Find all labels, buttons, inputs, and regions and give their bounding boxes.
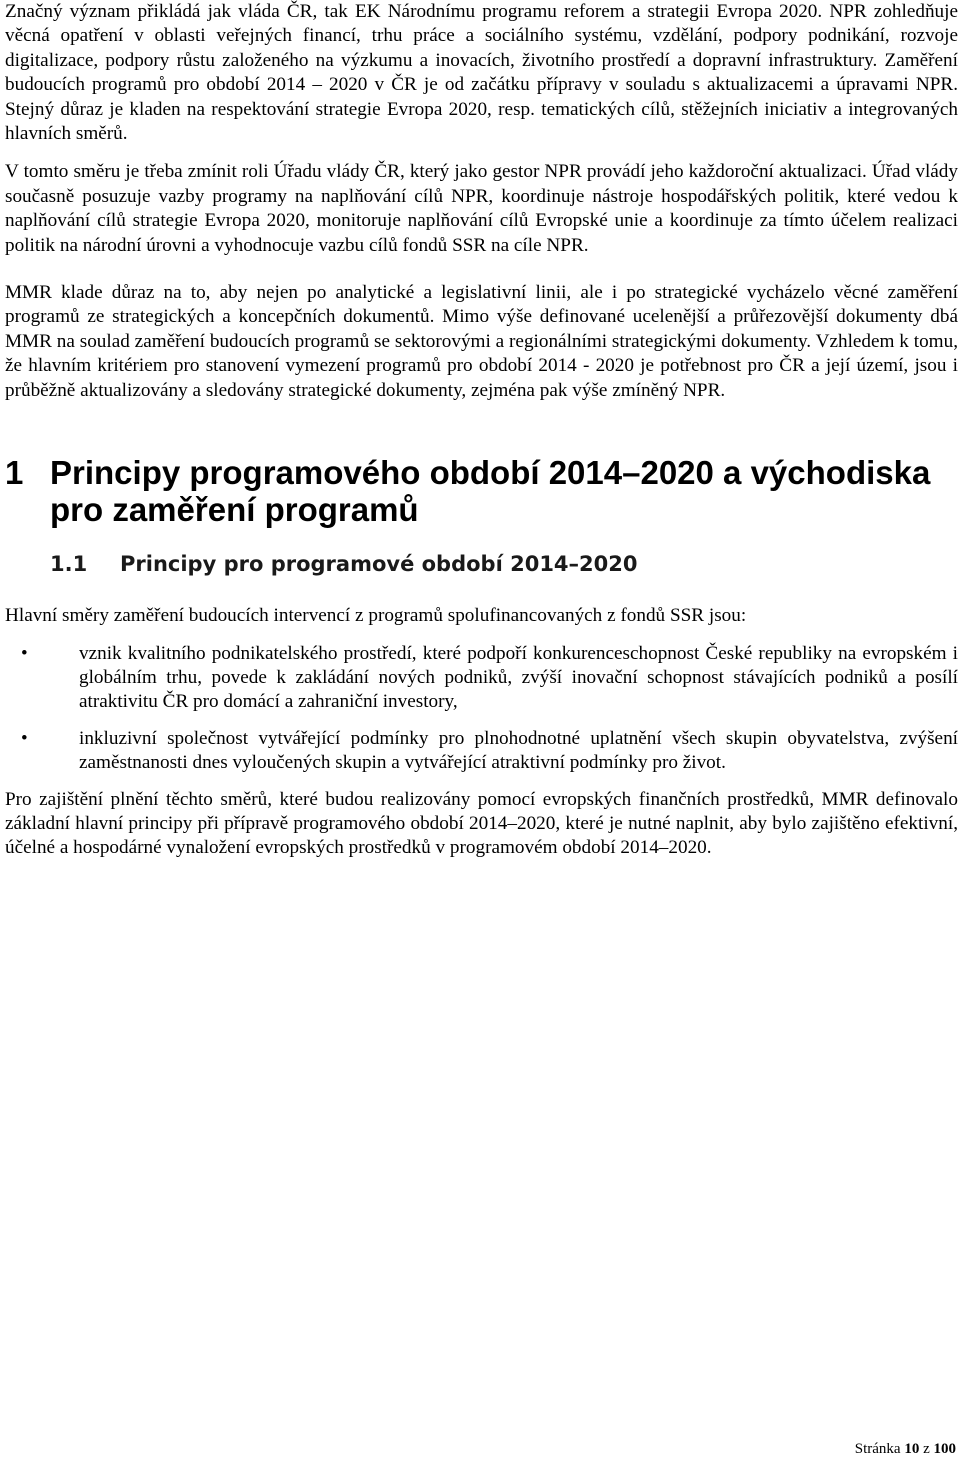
section-number: 1: [5, 454, 24, 492]
paragraph-npr-importance: Značný význam přikládá jak vláda ČR, tak EK Národnímu programu reforem a strategii Evropa 2020. NPR zohledňuje věcná opatření v oblasti veřejných financí, trhu práce a sociálního systému, vzdělání, podpory podnikání, rozvoje digitalizace, podpory růstu založeného na výzkumu a inovacích, životního prostředí a dopravní infrastruktury. Zaměření budoucích programů pro období 2014 – 2020 v ČR je od začátku přípravy v souladu s aktualizacemi a úpravami NPR. Stejný důraz je kladen na respektování strategie Evropa 2020, resp. tematických cílů, stěžejních iniciativ a integrovaných hlavních směrů.: [5, 1, 958, 145]
bullet-icon: •: [21, 642, 28, 664]
paragraph-principles: Pro zajištění plnění těchto směrů, které budou realizovány pomocí evropských finančních prostředků, MMR definovalo základní hlavní principy při přípravě programového období 2014–2020, které je nutné naplnit, aby bylo zajištěno efektivní, účelné a hospodárné vynaložení evropských prostředků v programovém období 2014–2020.: [5, 788, 958, 859]
paragraph-government-office: V tomto směru je třeba zmínit roli Úřadu vlády ČR, který jako gestor NPR provádí jeho každoroční aktualizaci. Úřad vlády současně posuzuje vazby programy na naplňování cílů NPR, koordinuje nástroje hospodářských politik, které vedou k naplňování cílů strategie Evropa 2020, monitoruje naplňování cílů Evropské unie a koordinuje za tímto účelem realizaci politik na národní úrovni a vyhodnocuje vazbu cílů fondů SSR na cíle NPR.: [5, 161, 958, 256]
subsection-number: 1.1: [50, 552, 88, 577]
paragraph-intervention-directions: Hlavní směry zaměření budoucích intervencí z programů spolufinancovaných z fondů SSR jsou:: [5, 605, 747, 627]
list-item-text: inkluzivní společnost vytvářející podmínky pro plnohodnotné uplatnění všech skupin obyvatelstva, zvýšení zaměstnanosti dnes vyloučených skupin a vytvářející atraktivní podmínky pro život.: [79, 727, 958, 774]
list-item: [5, 642, 958, 715]
page-number: [855, 1440, 956, 1458]
section-title: Principy programového období 2014–2020 a východiska pro zaměření programů: [50, 454, 931, 529]
subsection-heading-1-1: [50, 551, 958, 577]
list-item: [5, 727, 958, 776]
paragraph-mmr-emphasis: MMR klade důraz na to, aby nejen po analytické a legislativní linii, ale i po strategické vycházelo věcné zaměření programů ze strategických a koncepčních dokumentů. Mimo výše definované ucelenější a průřezovější dokumenty dbá MMR na soulad zaměření budoucích programů se sektorovými a regionálními strategickými dokumenty. Vzhledem k tomu, že hlavním kritériem pro stanovení vymezení programů pro období 2014 - 2020 je potřebnost pro ČR a její území, jsou i průběžně aktualizovány a sledovány strategické dokumenty, zejména pak výše zmíněný NPR.: [5, 282, 958, 401]
total-pages: 100: [933, 1441, 956, 1457]
bullet-icon: •: [21, 727, 28, 749]
subsection-title: Principy pro programové období 2014–2020: [120, 552, 638, 577]
document-page: [5, 0, 958, 861]
page-label: Stránka: [854, 1441, 901, 1457]
list-item-text: vznik kvalitního podnikatelského prostředí, které podpoří konkurenceschopnost České republiky na evropském i globálním trhu, povede k zakládání nových podniků, zvýší inovační schopnost stávajících podniků a posílí atraktivitu ČR pro domácí a zahraniční investory,: [79, 642, 958, 713]
page-of: z: [923, 1441, 930, 1457]
section-heading-1: [5, 454, 958, 528]
bullet-list: [5, 642, 958, 776]
current-page: 10: [904, 1441, 920, 1457]
